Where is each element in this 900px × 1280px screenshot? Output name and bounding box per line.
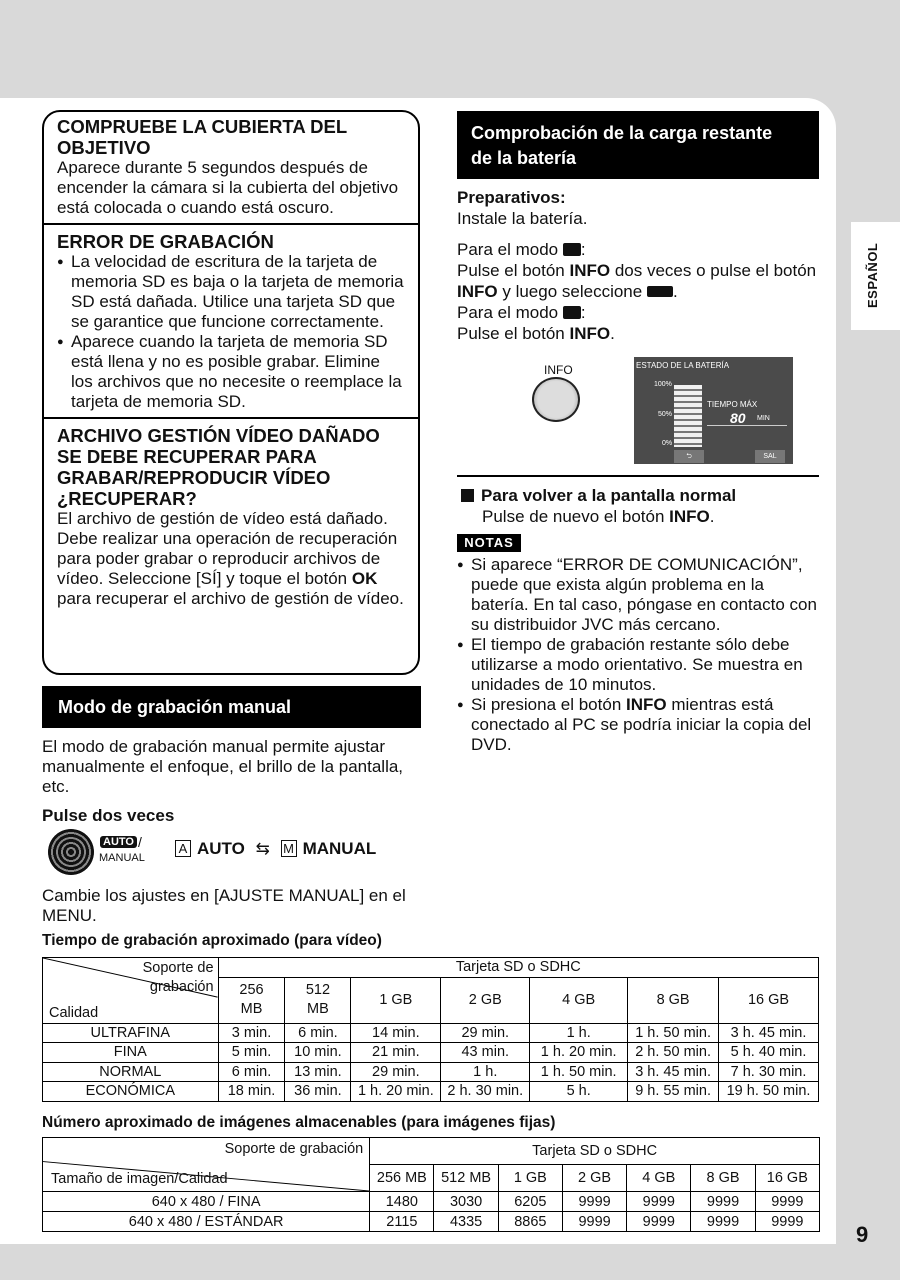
list-item: ● Si aparece “ERROR DE COMUNICACIÓN”, puede que exista algún problema en la batería. En tal caso, póngase en contacto con su distribuidor JVC más cercano. bbox=[457, 555, 822, 635]
table-cell: 36 min. bbox=[285, 1082, 351, 1102]
table-cell: 18 min. bbox=[218, 1082, 285, 1102]
table-cell: 5 h. 40 min. bbox=[719, 1043, 819, 1063]
table-row bbox=[43, 1043, 819, 1063]
battery-heading: Comprobación de la carga restante de la batería bbox=[457, 111, 819, 179]
change-settings-text: Cambie los ajustes en [AJUSTE MANUAL] en el MENU. bbox=[42, 886, 406, 925]
column-header: 16 GB bbox=[755, 1165, 819, 1192]
table-group-header: Tarjeta SD o SDHC bbox=[218, 958, 818, 978]
table-cell: 9999 bbox=[627, 1212, 691, 1232]
table-cell: 9999 bbox=[691, 1192, 755, 1212]
still-camera-icon bbox=[563, 306, 581, 319]
column-header: 512 MB bbox=[285, 977, 351, 1023]
divider bbox=[44, 417, 418, 419]
table-cell: 9999 bbox=[562, 1212, 626, 1232]
column-header: 4 GB bbox=[530, 977, 628, 1023]
table-cell: 1 h. 20 min. bbox=[351, 1082, 441, 1102]
list-item: ● Si presiona el botón INFO mientras está conectado al PC se podría iniciar la copia del DVD. bbox=[457, 695, 822, 755]
table-cell: 3 min. bbox=[218, 1023, 285, 1043]
video-time-table bbox=[42, 957, 819, 1102]
table-cell: 9 h. 55 min. bbox=[628, 1082, 719, 1102]
row-label: ECONÓMICA bbox=[43, 1082, 219, 1102]
notes-list bbox=[457, 555, 822, 755]
damaged-file-title: ARCHIVO GESTIÓN VÍDEO DAÑADO SE DEBE RECUPERAR PARA GRABAR/REPRODUCIR VÍDEO ¿RECUPERAR? bbox=[57, 425, 380, 509]
list-item: ● La velocidad de escritura de la tarjeta de memoria SD es baja o la tarjeta de memoria SD está dañada. Utilice una tarjeta SD que se garantice que funcione correctamente. bbox=[57, 252, 406, 332]
divider bbox=[44, 223, 418, 225]
manual-mode-heading: Modo de grabación manual bbox=[42, 686, 421, 728]
row-label: FINA bbox=[43, 1043, 219, 1063]
gauge-label: 100% bbox=[654, 381, 672, 388]
column-header: 512 MB bbox=[434, 1165, 498, 1192]
return-section: Para volver a la pantalla normal Pulse de nuevo el botón INFO. bbox=[461, 485, 821, 527]
table-cell: 4335 bbox=[434, 1212, 498, 1232]
table-cell: 6 min. bbox=[218, 1062, 285, 1082]
table-cell: 6 min. bbox=[285, 1023, 351, 1043]
dial-button-icon bbox=[48, 829, 94, 875]
table-corner-cell: Soporte de grabación Tamaño de imagen/Calidad bbox=[43, 1138, 370, 1192]
column-header: 2 GB bbox=[562, 1165, 626, 1192]
column-header: 256 MB bbox=[218, 977, 285, 1023]
back-icon: ⮌ bbox=[674, 450, 704, 463]
table-cell: 2115 bbox=[370, 1212, 434, 1232]
max-time-value: 80 bbox=[730, 410, 746, 426]
table-corner-cell: Soporte de grabación Calidad bbox=[43, 958, 219, 1024]
manual-key-icon: M bbox=[281, 840, 297, 857]
damaged-file-text: El archivo de gestión de vídeo está dañado. Debe realizar una operación de recuperación para poder grabar o reproducir archivos de vídeo. Seleccione [SÍ] y toque el botón OK para recuperar el archivo de gestión de vídeo. bbox=[57, 509, 404, 608]
divider bbox=[457, 475, 819, 477]
row-label: 640 x 480 / FINA bbox=[43, 1192, 370, 1212]
mode-switch-indicator: A AUTO ⇆ M MANUAL bbox=[175, 839, 376, 859]
table-cell: 3 h. 45 min. bbox=[719, 1023, 819, 1043]
recording-error-title: ERROR DE GRABACIÓN bbox=[57, 231, 274, 252]
exit-button: SAL bbox=[755, 450, 785, 463]
video-camera-icon bbox=[563, 243, 581, 256]
battery-gauge bbox=[674, 385, 702, 447]
lens-cover-title: COMPRUEBE LA CUBIERTA DEL OBJETIVO bbox=[57, 116, 348, 158]
table-cell: 29 min. bbox=[351, 1062, 441, 1082]
table-cell: 1 h. 50 min. bbox=[530, 1062, 628, 1082]
list-item: ● Aparece cuando la tarjeta de memoria SD está llena y no es posible grabar. Elimine los archivos que no necesite o reemplace la tarjeta de memoria SD. bbox=[57, 332, 406, 412]
table-cell: 3 h. 45 min. bbox=[628, 1062, 719, 1082]
battery-instructions: Preparativos: Instale la batería. Para el modo : Pulse el botón INFO dos veces o pulse el botón INFO y luego seleccione . Para el modo : Pulse el botón INFO. bbox=[457, 188, 817, 343]
table-row bbox=[43, 1192, 820, 1212]
table-cell: 1 h. bbox=[441, 1062, 530, 1082]
language-tab bbox=[851, 222, 900, 330]
table-cell: 9999 bbox=[691, 1212, 755, 1232]
table-cell: 9999 bbox=[755, 1212, 819, 1232]
table-cell: 6205 bbox=[498, 1192, 562, 1212]
divider bbox=[707, 425, 787, 426]
column-header: 16 GB bbox=[719, 977, 819, 1023]
gauge-label: 50% bbox=[658, 411, 673, 418]
photo-count-table bbox=[42, 1137, 820, 1232]
table-row bbox=[43, 1082, 819, 1102]
square-bullet-icon bbox=[461, 489, 474, 502]
table-row bbox=[43, 1062, 819, 1082]
table-cell: 9999 bbox=[562, 1192, 626, 1212]
max-time-label: TIEMPO MÁX bbox=[707, 400, 758, 409]
column-header: 1 GB bbox=[351, 977, 441, 1023]
auto-icon: AUTO bbox=[100, 836, 137, 848]
column-header: 2 GB bbox=[441, 977, 530, 1023]
table-cell: 2 h. 50 min. bbox=[628, 1043, 719, 1063]
manual-mode-intro: El modo de grabación manual permite ajustar manualmente el enfoque, el brillo de la pantalla, etc. bbox=[42, 737, 404, 796]
error-messages-box bbox=[42, 110, 420, 675]
page-number: 9 bbox=[856, 1222, 869, 1247]
table-cell: 5 h. bbox=[530, 1082, 628, 1102]
list-item: ● El tiempo de grabación restante sólo debe utilizarse a modo orientativo. Se muestra en unidades de 10 minutos. bbox=[457, 635, 822, 695]
recording-error-list bbox=[57, 252, 406, 412]
column-header: 256 MB bbox=[370, 1165, 434, 1192]
language-label: ESPAÑOL bbox=[865, 242, 880, 308]
table-cell: 13 min. bbox=[285, 1062, 351, 1082]
table-cell: 1 h. bbox=[530, 1023, 628, 1043]
row-label: 640 x 480 / ESTÁNDAR bbox=[43, 1212, 370, 1232]
auto-key-icon: A bbox=[175, 840, 191, 857]
column-header: 4 GB bbox=[627, 1165, 691, 1192]
gauge-label: 0% bbox=[662, 440, 673, 447]
table-cell: 5 min. bbox=[218, 1043, 285, 1063]
table-row bbox=[43, 1212, 820, 1232]
table-cell: 7 h. 30 min. bbox=[719, 1062, 819, 1082]
table-row bbox=[43, 1023, 819, 1043]
battery-icon bbox=[647, 286, 673, 297]
table-cell: 14 min. bbox=[351, 1023, 441, 1043]
table-group-header: Tarjeta SD o SDHC bbox=[370, 1138, 820, 1165]
table-cell: 3030 bbox=[434, 1192, 498, 1212]
column-header: 8 GB bbox=[628, 977, 719, 1023]
table-cell: 8865 bbox=[498, 1212, 562, 1232]
table-cell: 19 h. 50 min. bbox=[719, 1082, 819, 1102]
photo-table-title: Número aproximado de imágenes almacenables (para imágenes fijas) bbox=[42, 1114, 556, 1131]
table-cell: 9999 bbox=[627, 1192, 691, 1212]
table-cell: 21 min. bbox=[351, 1043, 441, 1063]
info-button-icon bbox=[532, 377, 580, 422]
notes-badge: NOTAS bbox=[457, 534, 521, 552]
switch-arrows-icon: ⇆ bbox=[255, 839, 270, 858]
table-cell: 10 min. bbox=[285, 1043, 351, 1063]
table-cell: 1 h. 20 min. bbox=[530, 1043, 628, 1063]
video-table-title: Tiempo de grabación aproximado (para vídeo) bbox=[42, 932, 382, 949]
column-header: 8 GB bbox=[691, 1165, 755, 1192]
info-button-label: INFO bbox=[544, 363, 573, 377]
column-header: 1 GB bbox=[498, 1165, 562, 1192]
battery-status-screen bbox=[634, 357, 793, 464]
table-cell: 1480 bbox=[370, 1192, 434, 1212]
manual-icon-label: MANUAL bbox=[99, 852, 145, 864]
row-label: ULTRAFINA bbox=[43, 1023, 219, 1043]
slash: / bbox=[138, 834, 142, 850]
row-label: NORMAL bbox=[43, 1062, 219, 1082]
table-cell: 29 min. bbox=[441, 1023, 530, 1043]
table-cell: 2 h. 30 min. bbox=[441, 1082, 530, 1102]
table-cell: 9999 bbox=[755, 1192, 819, 1212]
table-cell: 1 h. 50 min. bbox=[628, 1023, 719, 1043]
table-cell: 43 min. bbox=[441, 1043, 530, 1063]
max-time-unit: MIN bbox=[757, 415, 770, 422]
screen-title: ESTADO DE LA BATERÍA bbox=[636, 361, 730, 370]
lens-cover-text: Aparece durante 5 segundos después de encender la cámara si la cubierta del objetivo está colocada o cuando está oscuro. bbox=[57, 158, 399, 217]
press-twice-label: Pulse dos veces bbox=[42, 806, 175, 825]
